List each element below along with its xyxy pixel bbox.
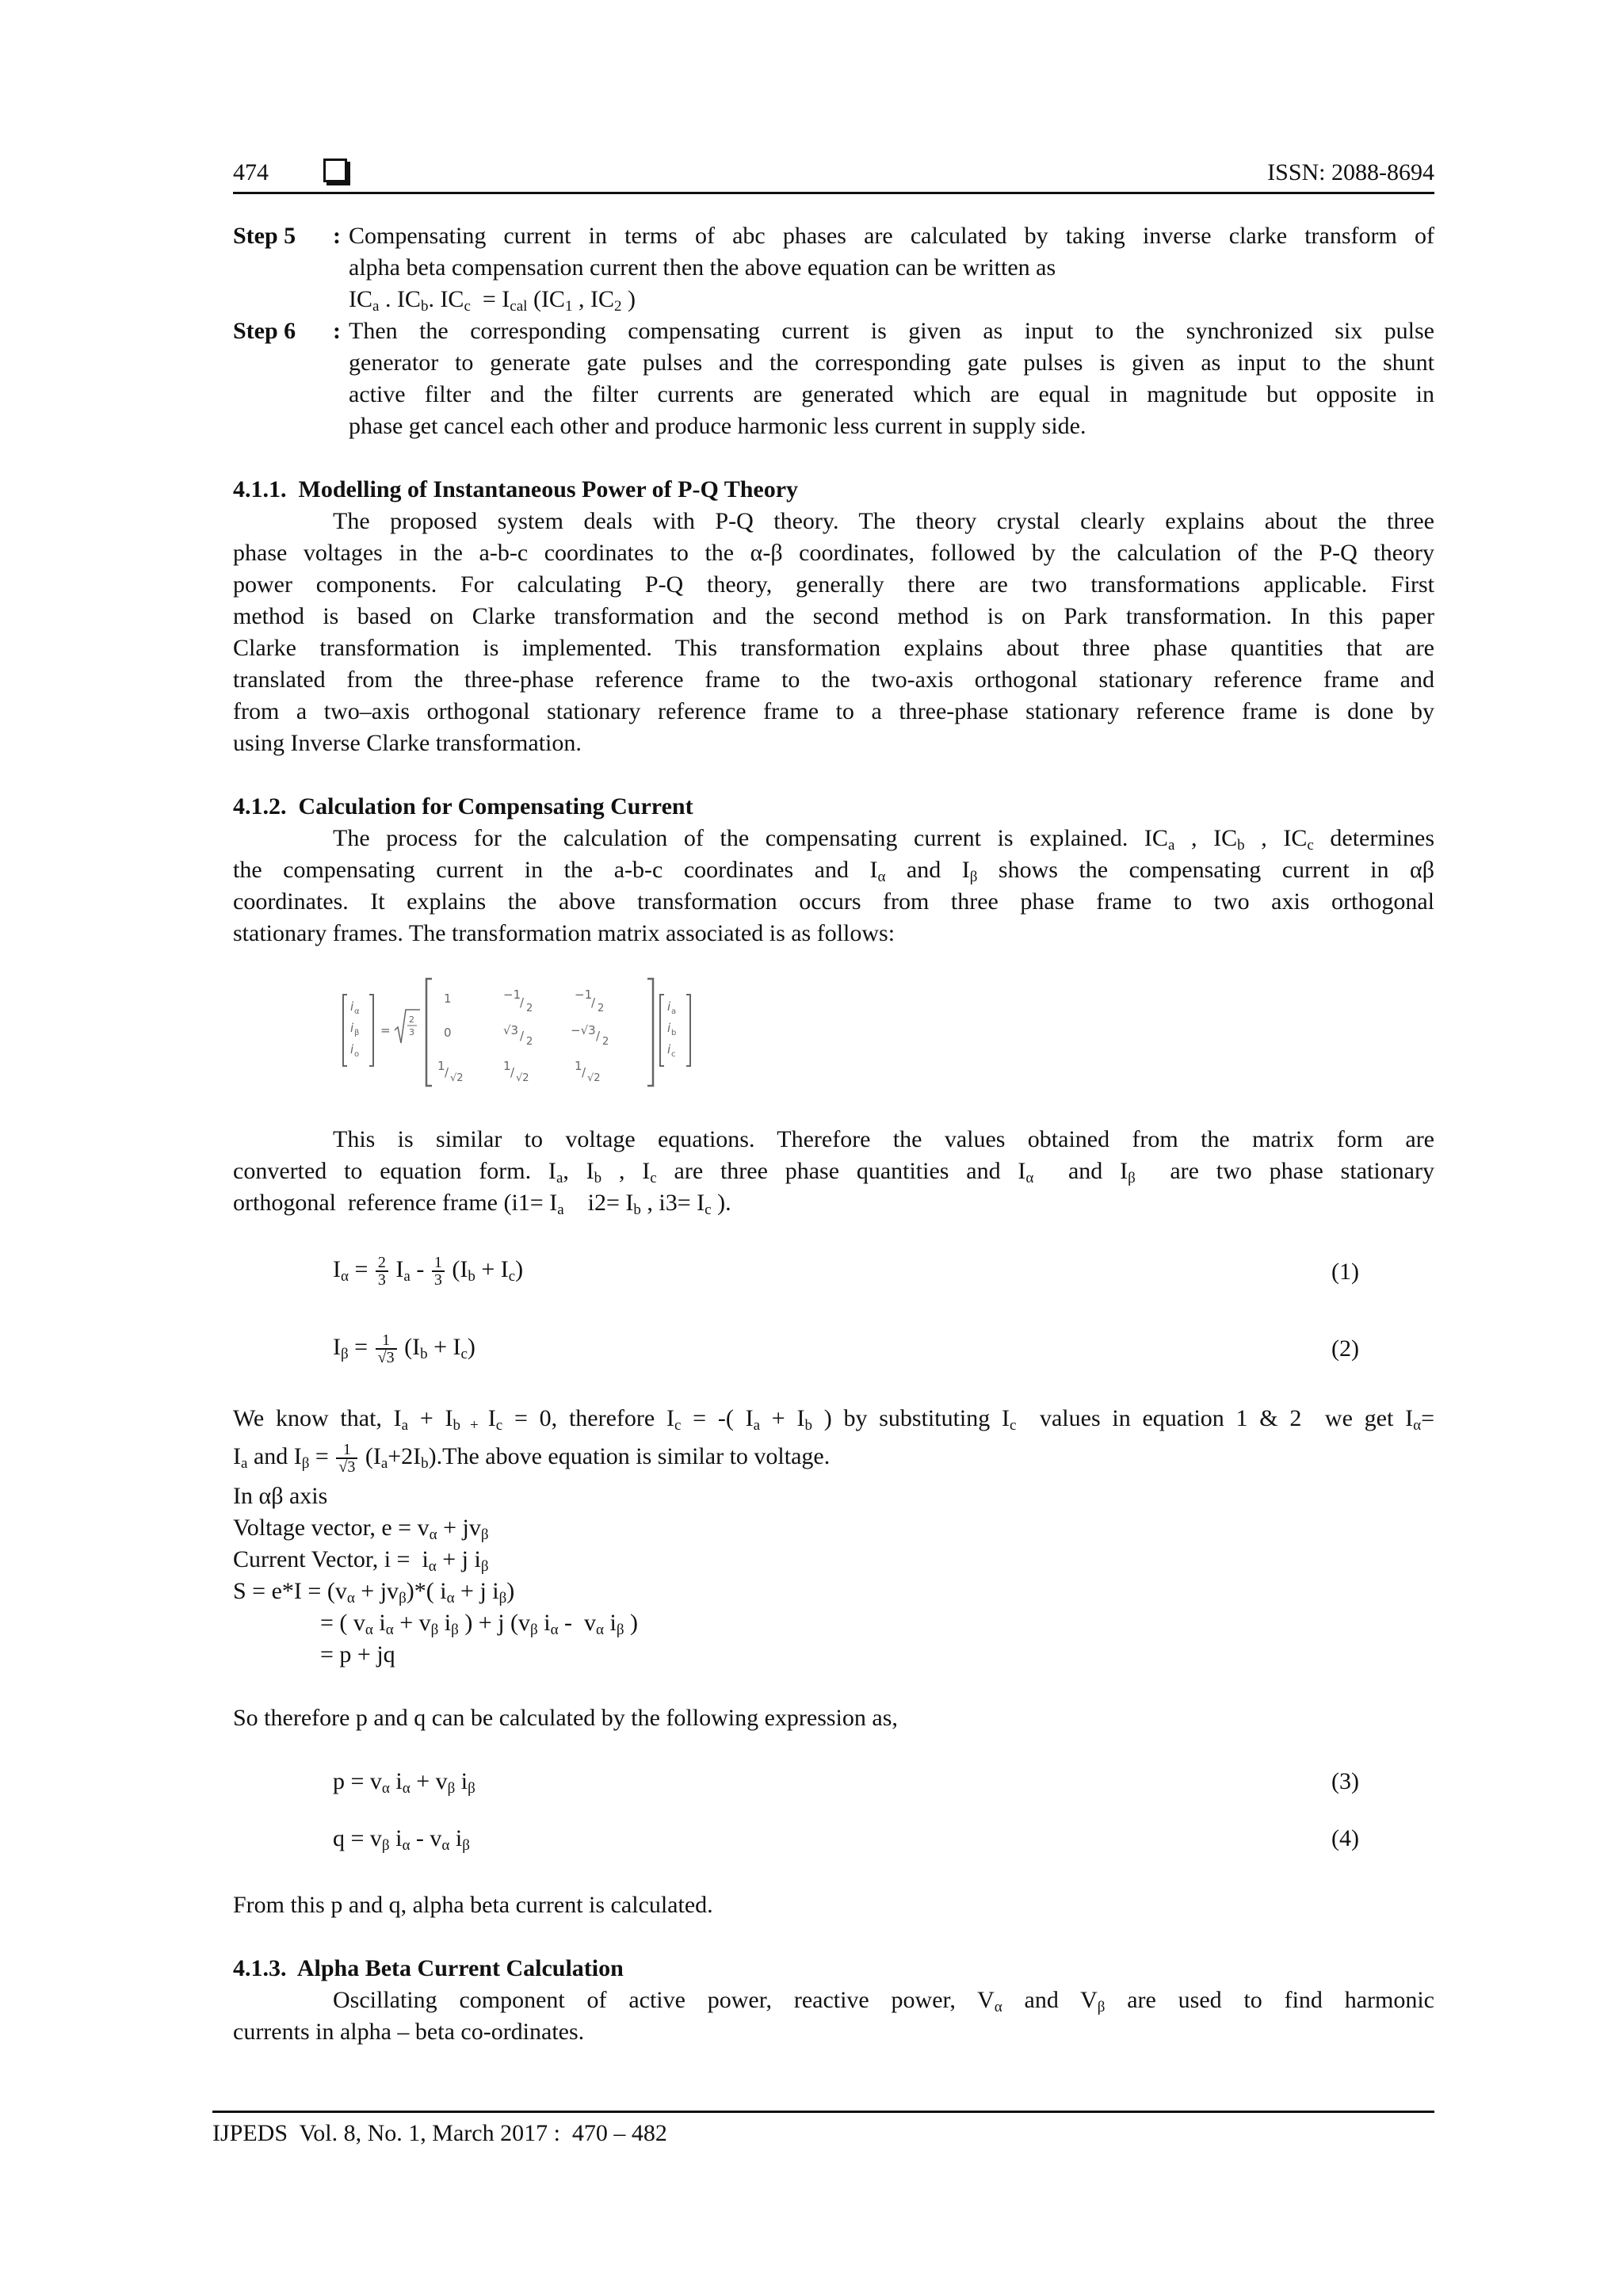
- header-rule: [233, 192, 1434, 194]
- svg-text:β: β: [354, 1029, 360, 1037]
- svg-text:1: 1: [575, 1059, 582, 1073]
- svg-text:−1: −1: [503, 988, 521, 1002]
- svg-text:o: o: [354, 1050, 360, 1059]
- svg-text:i: i: [350, 1021, 354, 1035]
- svg-text:2: 2: [526, 1003, 533, 1014]
- equation-number-3: (3): [1331, 1768, 1359, 1794]
- svg-text:i: i: [667, 1021, 671, 1035]
- complex-power-line-1: $S = e*I = (v_\alpha + jv_\beta)*$( $i_\alpha + j$ $i_\beta$): [233, 1578, 515, 1606]
- svg-text:−1: −1: [575, 988, 593, 1002]
- step5-equation: $IC_a$ . $IC_b$. $IC_c = I_{cal}$ ($IC_1$ , $IC_2$ ): [349, 286, 636, 315]
- svg-text:√2: √2: [587, 1072, 601, 1084]
- svg-text:a: a: [671, 1007, 677, 1016]
- so-therefore-text: So therefore p and q can be calculated by the following expression as,: [233, 1705, 898, 1731]
- svg-text:1: 1: [444, 991, 452, 1006]
- svg-text:2: 2: [598, 1003, 605, 1014]
- svg-text:3: 3: [409, 1027, 414, 1037]
- svg-text:b: b: [671, 1029, 677, 1037]
- paragraph-4-1-1: The proposed system deals with P-Q theory. The theory crystal clearly explains about the three phase voltages in the a-b-c coordinates to the α-β coordinates, followed by the calculation of the P-Q theory power components. For calculating P-Q theory, generally there are two transformations applicable. First method is based on Clarke transformation and the second method is on Park transformation. In this paper Clarke transformation is implemented. This transformation explains about three phase quantities that are translated from the three-phase reference frame to the two-axis orthogonal stationary reference frame and from a two–axis orthogonal stationary reference frame to a three-phase stationary reference frame is done by using Inverse Clarke transformation.: [233, 508, 1434, 756]
- step6-colon: :: [333, 318, 341, 344]
- from-this-text: From this p and q, alpha beta current is calculated.: [233, 1892, 713, 1918]
- svg-text:1: 1: [437, 1059, 445, 1073]
- svg-text:√2: √2: [450, 1072, 464, 1084]
- svg-text:/: /: [520, 1029, 525, 1043]
- equation-number-4: (4): [1331, 1825, 1359, 1851]
- svg-text:i: i: [667, 999, 671, 1014]
- svg-text:α: α: [354, 1007, 360, 1016]
- in-alpha-beta-axis: In αβ axis: [233, 1483, 328, 1509]
- paragraph-4-1-3: Oscillating component of active power, reactive power, $V_\alpha$ and $V_\beta$ are used to find harmonic currents in alpha – beta co-ordinates.: [233, 1987, 1435, 2045]
- equation-2: $I_\beta$ = $\frac{1}{√3}$ $(I_b + I_c)$: [333, 1331, 475, 1367]
- checkbox-square-icon: [323, 159, 347, 182]
- svg-text:i: i: [667, 1042, 671, 1056]
- equation-3: $p = v_\alpha$ $i_\alpha + v_\beta$ $i_\beta$: [333, 1768, 475, 1797]
- step6-text: Then the corresponding compensating current is given as input to the synchronized six pulse generator to generate gate pulses and the corresponding gate pulses is given as input to the shunt active filter and the filter currents are generated which are equal in magnitude but opposite in phase get cancel each other and produce harmonic less current in supply side.: [349, 318, 1434, 439]
- svg-text:/: /: [591, 995, 596, 1010]
- svg-text:√2: √2: [516, 1072, 529, 1084]
- equation-1: $I_\alpha$ = $\frac{2}{3}$ $I_a$ - $\frac{1}{3}$ $(I_b + I_c)$: [333, 1254, 524, 1289]
- step6-label: Step 6: [233, 318, 296, 344]
- svg-text:/: /: [510, 1065, 515, 1079]
- svg-text:i: i: [350, 1042, 354, 1056]
- svg-text:/: /: [520, 995, 525, 1010]
- svg-text:/: /: [445, 1065, 449, 1079]
- equation-number-2: (2): [1331, 1335, 1359, 1362]
- current-vector-line: Current Vector, $i = i_\alpha + j$ $i_\beta$: [233, 1546, 489, 1575]
- svg-text:−√3: −√3: [571, 1023, 596, 1037]
- svg-text:/: /: [596, 1029, 601, 1043]
- svg-text:=: =: [380, 1023, 391, 1037]
- paragraph-we-know: We know that, $I_a + I_{b +}$ $I_c = 0$, therefore $I_c$ = -( $I_a + I_b$ ) by substituting $I_c$ values in equation 1 & 2 we get $I_\alpha=$: [233, 1405, 1434, 1434]
- heading-4-1-3: 4.1.3. Alpha Beta Current Calculation: [233, 1955, 624, 1981]
- svg-text:2: 2: [409, 1014, 414, 1025]
- page-number: 474: [233, 159, 269, 185]
- svg-text:0: 0: [444, 1026, 452, 1040]
- svg-text:2: 2: [602, 1036, 609, 1048]
- footer-rule: [212, 2111, 1434, 2113]
- step5-label: Step 5: [233, 223, 296, 249]
- voltage-vector-line: Voltage vector, $e = v_\alpha + jv_\beta$: [233, 1515, 489, 1543]
- svg-text:2: 2: [526, 1036, 533, 1048]
- clarke-transformation-matrix: [341, 975, 713, 1090]
- complex-power-line-3: = p + jq: [320, 1641, 395, 1668]
- paragraph-after-matrix: This is similar to voltage equations. Therefore the values obtained from the matrix form are converted to equation form. $I_a$, $I_b$ , $I_c$ are three phase quantities and $I_\alpha$ and $I_\beta$ are two phase stationary orthogonal reference frame ($i1= I_a$ $i2= I_b$ , $i3= I_c$ ).: [233, 1126, 1434, 1218]
- svg-text:/: /: [582, 1065, 586, 1079]
- step5-colon: :: [333, 223, 341, 249]
- svg-text:√3: √3: [503, 1023, 519, 1037]
- equation-number-1: (1): [1331, 1259, 1359, 1285]
- heading-4-1-1: 4.1.1. Modelling of Instantaneous Power of P-Q Theory: [233, 476, 799, 502]
- step5-text: Compensating current in terms of abc phases are calculated by taking inverse clarke transform of alpha beta compensation current then the above equation can be written as: [349, 223, 1434, 281]
- svg-text:i: i: [350, 999, 354, 1014]
- paragraph-4-1-2: The process for the calculation of the compensating current is explained. $IC_a$ , $IC_b$ , $IC_c$ determines the compensating current in the a-b-c coordinates and $I_\alpha$ and $I_\beta$ shows the compensating current in αβ coordinates. It explains the above transformation occurs from three phase frame to two axis orthogonal stationary frames. The transformation matrix associated is as follows:: [233, 825, 1435, 946]
- svg-text:c: c: [671, 1050, 676, 1059]
- equation-4: $q = v_\beta$ $i_\alpha - v_\alpha$ $i_\beta$: [333, 1825, 470, 1854]
- svg-text:1: 1: [503, 1059, 511, 1073]
- we-know-line-2: $I_a$ and $I_\beta$ = $\frac{1}{√3}$ $(I_a+2I_b).The$ above equation is similar to voltage.: [233, 1441, 831, 1477]
- complex-power-line-2: = ( $v_\alpha$ $i_\alpha + v_\beta$ $i_\beta$ ) + j ($v_\beta$ $i_\alpha - v_\alpha$ $i_\beta$ ): [320, 1610, 639, 1638]
- heading-4-1-2: 4.1.2. Calculation for Compensating Current: [233, 793, 693, 819]
- footer-citation: IJPEDS Vol. 8, No. 1, March 2017 : 470 – 482: [212, 2120, 667, 2146]
- issn: ISSN: 2088-8694: [1267, 159, 1434, 185]
